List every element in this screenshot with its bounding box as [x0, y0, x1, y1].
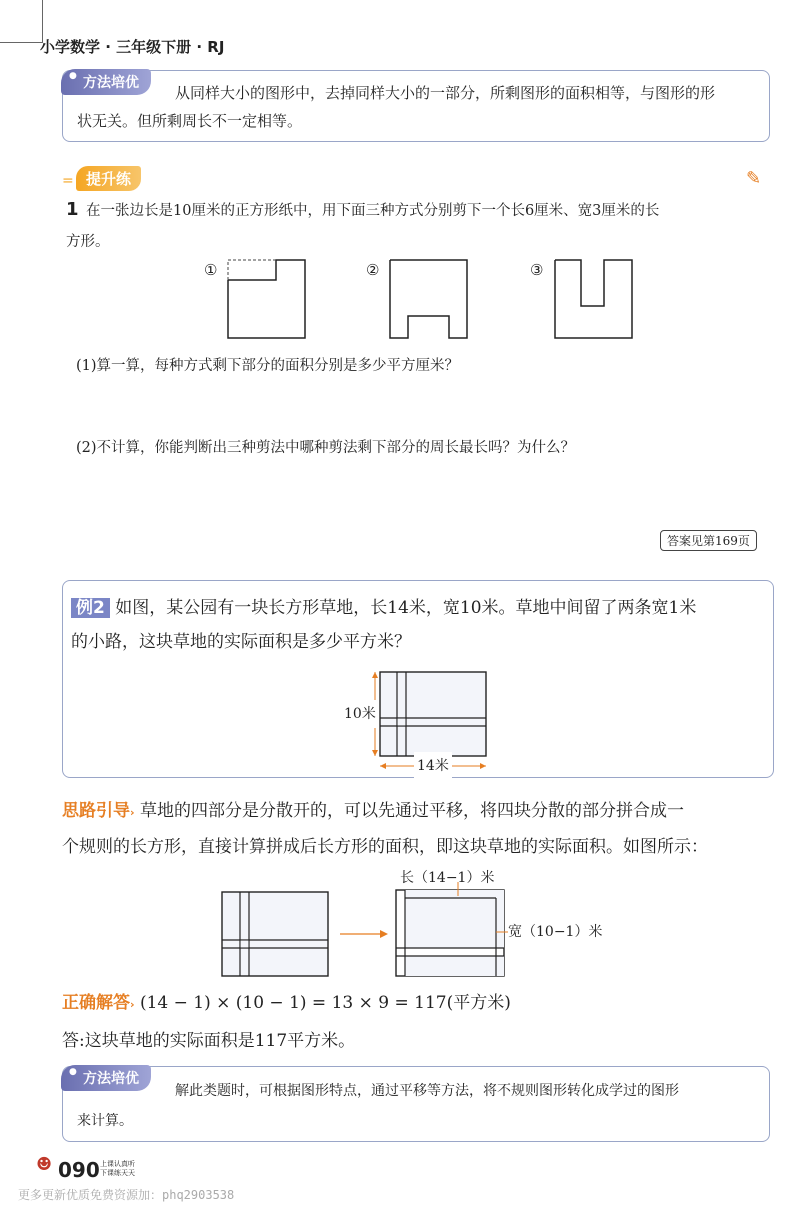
solution-answer: 答:这块草地的实际面积是117平方米。 — [62, 1031, 356, 1051]
combined-shaded — [405, 890, 504, 948]
method2-text-line2: 来计算。 — [77, 1113, 133, 1129]
figure-1-cut-dashed — [228, 260, 276, 280]
height-arrow-top — [372, 672, 378, 678]
width-arrow-left — [380, 763, 386, 769]
figure-label-1: ① — [204, 261, 218, 279]
figure-label-3: ③ — [530, 261, 544, 279]
pencil-icon: ✎ — [746, 168, 762, 189]
example-tag: 例2 — [71, 598, 110, 618]
example-line1 — [71, 591, 696, 625]
figure-3-outline — [555, 260, 632, 338]
figure-1-outline — [228, 260, 305, 338]
practice-badge: 提升练 — [76, 166, 141, 191]
thinking-line2: 个规则的长方形，直接计算拼成后长方形的面积，即这块草地的实际面积。如图所示： — [62, 837, 708, 857]
page-number: 090 — [58, 1158, 100, 1182]
thinking-label: 思路引导 — [62, 801, 130, 821]
example-height-label: 10米 — [344, 700, 376, 728]
method-box-1 — [62, 70, 770, 142]
figure-square-1 — [228, 260, 308, 340]
solution-formula: (14 − 1) × (10 − 1) = 13 × 9 = 117(平方米) — [139, 993, 511, 1013]
footer-mascot-icon: ☻ — [36, 1154, 53, 1175]
transform-arrow-icon — [340, 928, 390, 940]
page-corner-decoration — [0, 0, 43, 43]
footer-slogan-1: 上课认真听 — [100, 1160, 135, 1168]
method-box-2 — [62, 1066, 770, 1142]
method-badge: ● 方法培优 — [61, 69, 151, 95]
footer-slogan-2: 下课练天天 — [100, 1169, 135, 1177]
figure-square-3 — [555, 260, 635, 340]
thinking-arrow-icon: › — [130, 806, 135, 819]
figure-square-2 — [390, 260, 470, 340]
thinking-text-1: 草地的四部分是分散开的，可以先通过平移，将四块分散的部分拼合成一 — [139, 801, 684, 821]
sub-question-1: (1)算一算，每种方式剩下部分的面积分别是多少平方厘米？ — [76, 358, 460, 374]
example-text-1: 如图，某公园有一块长方形草地，长14米，宽10米。草地中间留了两条宽1米 — [115, 598, 697, 618]
method-badge-2: ● 方法培优 — [61, 1065, 151, 1091]
combined-width-label: 宽（10−1）米 — [508, 924, 603, 940]
path-crossing-mask — [398, 719, 406, 726]
thinking-line1 — [62, 794, 684, 830]
figure-label-2: ② — [366, 261, 380, 279]
method2-text-line1: 解此类题时，可根据图形特点，通过平移等方法，将不规则图形转化成学过的图形 — [175, 1083, 679, 1099]
solution-label: 正确解答 — [62, 993, 130, 1013]
watermark-text: 更多更新优质免费资源加：phq2903538 — [18, 1188, 235, 1202]
example-width-label: 14米 — [414, 752, 452, 780]
page-header-title: 小学数学 · 三年级下册 · RJ — [40, 38, 225, 56]
method-text-line1: 从同样大小的图形中，去掉同样大小的一部分，所剩图形的面积相等，与图形的形 — [175, 84, 716, 102]
footer-slogan — [100, 1160, 135, 1178]
combined-shaded-lower — [405, 956, 504, 976]
figure-2-outline — [390, 260, 467, 338]
sub-question-2: (2)不计算，你能判断出三种剪法中哪种剪法剩下部分的周长最长吗？为什么？ — [76, 440, 576, 456]
question-1-line2: 方形。 — [66, 234, 110, 250]
answer-reference-tag: 答案见第169页 — [660, 530, 757, 551]
original-outline — [222, 892, 328, 976]
question-1-number: 1 — [66, 199, 79, 220]
original-lawn-figure — [222, 890, 332, 980]
question-1-line1: 在一张边长是10厘米的正方形纸中，用下面三种方式分别剪下一个长6厘米、宽3厘米的长 — [86, 203, 660, 219]
height-arrow-bottom — [372, 750, 378, 756]
solution-line — [62, 986, 511, 1022]
combined-length-label: 长（14−1）米 — [400, 870, 495, 886]
solution-arrow-icon: › — [130, 998, 135, 1011]
lawn-outline — [380, 672, 486, 756]
method-text-line2: 状无关。但所剩周长不一定相等。 — [77, 112, 303, 130]
original-crossing-mask — [241, 941, 249, 948]
practice-marker: = — [62, 173, 74, 189]
combined-lawn-figure — [396, 888, 508, 980]
example-line2: 的小路，这块草地的实际面积是多少平方米？ — [71, 632, 411, 652]
width-arrow-right — [480, 763, 486, 769]
